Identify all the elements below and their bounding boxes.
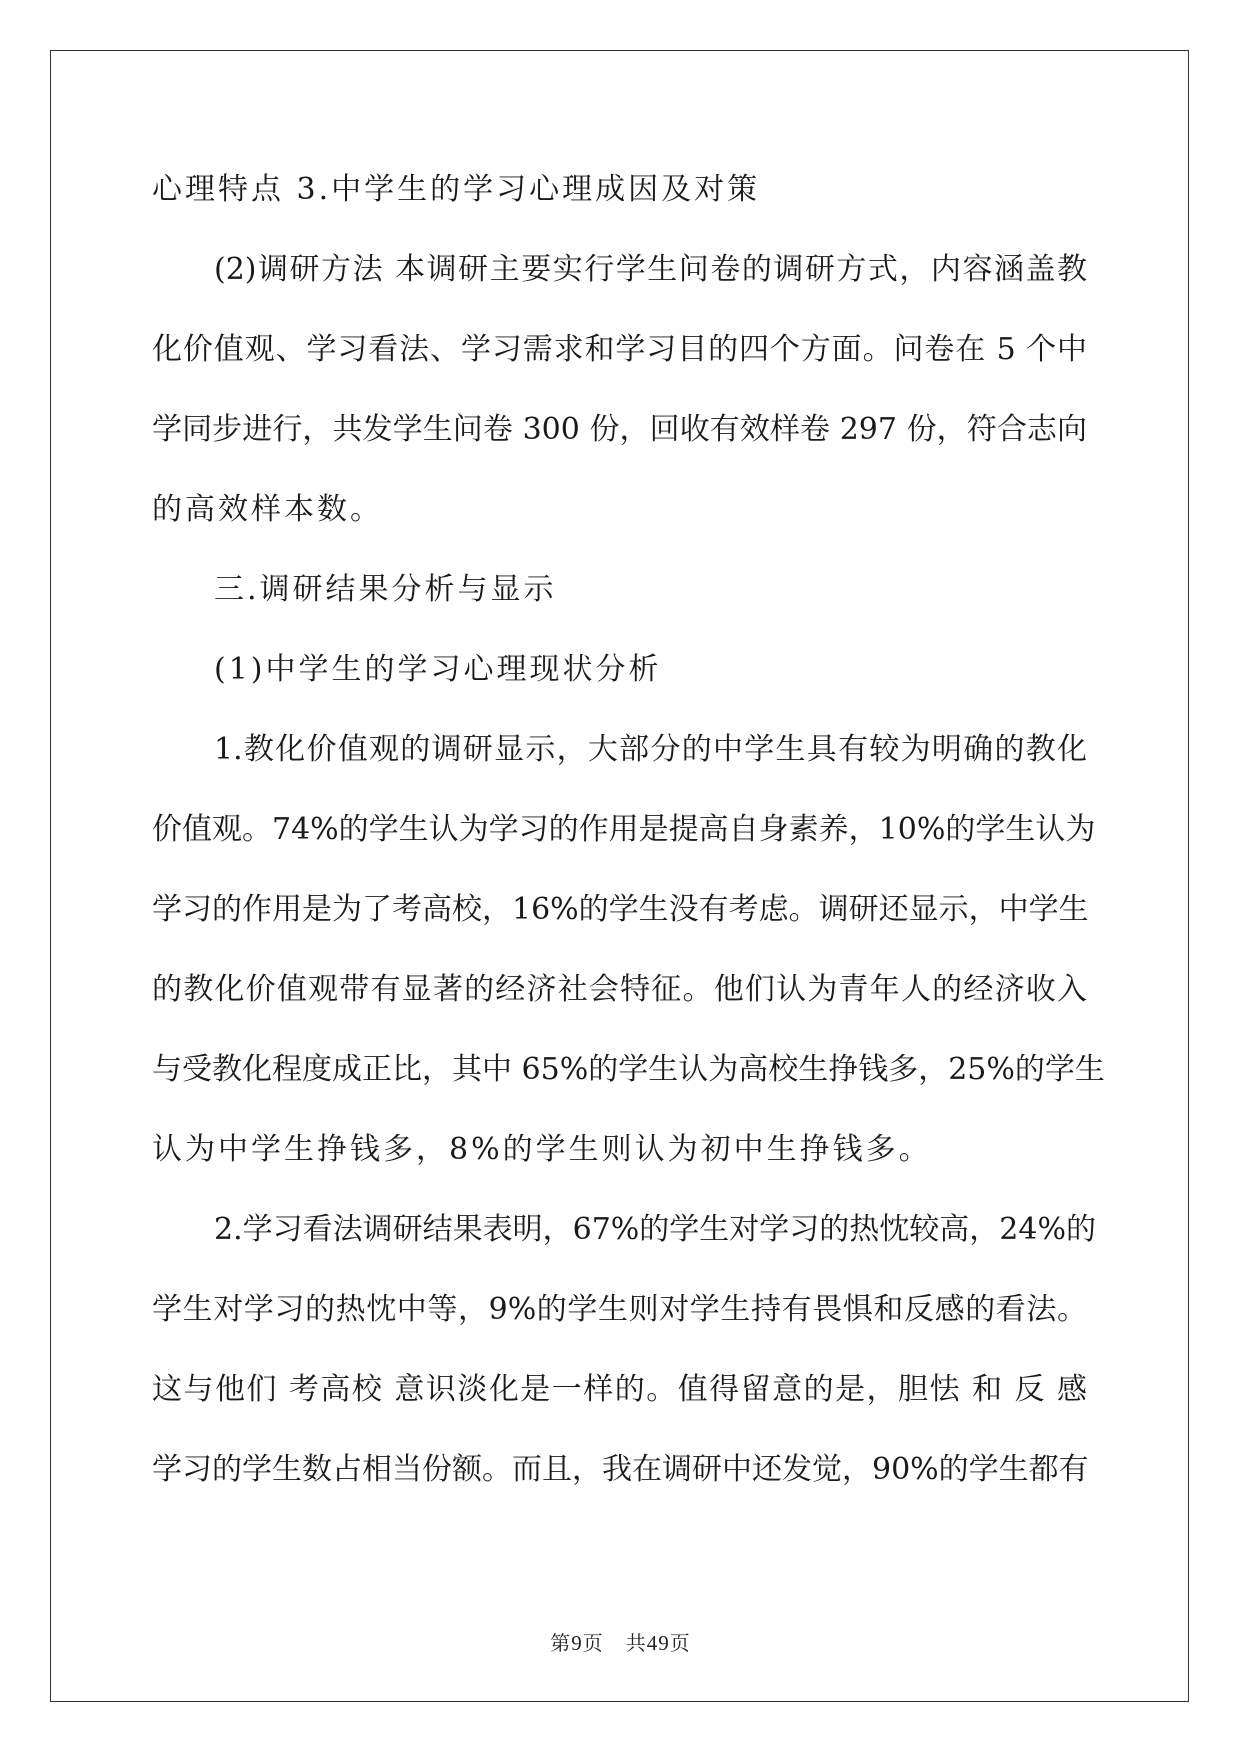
page-number: 9 [571, 1631, 583, 1655]
text-line: (2)调研方法 本调研主要实行学生问卷的调研方式，内容涵盖教 [214, 252, 1087, 287]
text-line: 的教化价值观带有显著的经济社会特征。他们认为青年人的经济收入 [152, 972, 1087, 1007]
text-line: 的高效样本数。 [152, 492, 383, 527]
text-line: 1.教化价值观的调研显示，大部分的中学生具有较为明确的教化 [214, 732, 1087, 767]
text-line: 学习的作用是为了考高校，16%的学生没有考虑。调研还显示，中学生 [152, 892, 1089, 927]
text-line: 2.学习看法调研结果表明，67%的学生对学习的热忱较高，24%的 [214, 1212, 1096, 1247]
total-suffix: 页 [669, 1631, 691, 1655]
page-suffix: 页 [582, 1631, 604, 1655]
page-prefix: 第 [550, 1631, 572, 1655]
text-line: 与受教化程度成正比，其中 65%的学生认为高校生挣钱多，25%的学生 [152, 1052, 1105, 1087]
text-line: 这与他们 考高校 意识淡化是一样的。值得留意的是，胆怯 和 反 感 [152, 1372, 1087, 1407]
subsection-heading: (1)中学生的学习心理现状分析 [214, 652, 662, 687]
text-line: 心理特点 3.中学生的学习心理成因及对策 [152, 172, 761, 207]
total-prefix: 共 [625, 1631, 647, 1655]
text-line: 学同步进行，共发学生问卷 300 份，回收有效样卷 297 份，符合志向 [152, 412, 1087, 447]
total-pages: 49 [646, 1631, 670, 1655]
text-line: 学生对学习的热忱中等，9%的学生则对学生持有畏惧和反感的看法。 [152, 1292, 1087, 1327]
text-line: 化价值观、学习看法、学习需求和学习目的四个方面。问卷在 5 个中 [152, 332, 1087, 367]
text-line: 学习的学生数占相当份额。而且，我在调研中还发觉，90%的学生都有 [152, 1452, 1089, 1487]
page-footer [0, 1627, 1241, 1656]
document-body [152, 160, 1105, 1520]
section-heading: 三.调研结果分析与显示 [214, 572, 557, 607]
text-line: 认为中学生挣钱多，8%的学生则认为初中生挣钱多。 [152, 1132, 932, 1167]
text-line: 价值观。74%的学生认为学习的作用是提高自身素养，10%的学生认为 [152, 812, 1096, 847]
